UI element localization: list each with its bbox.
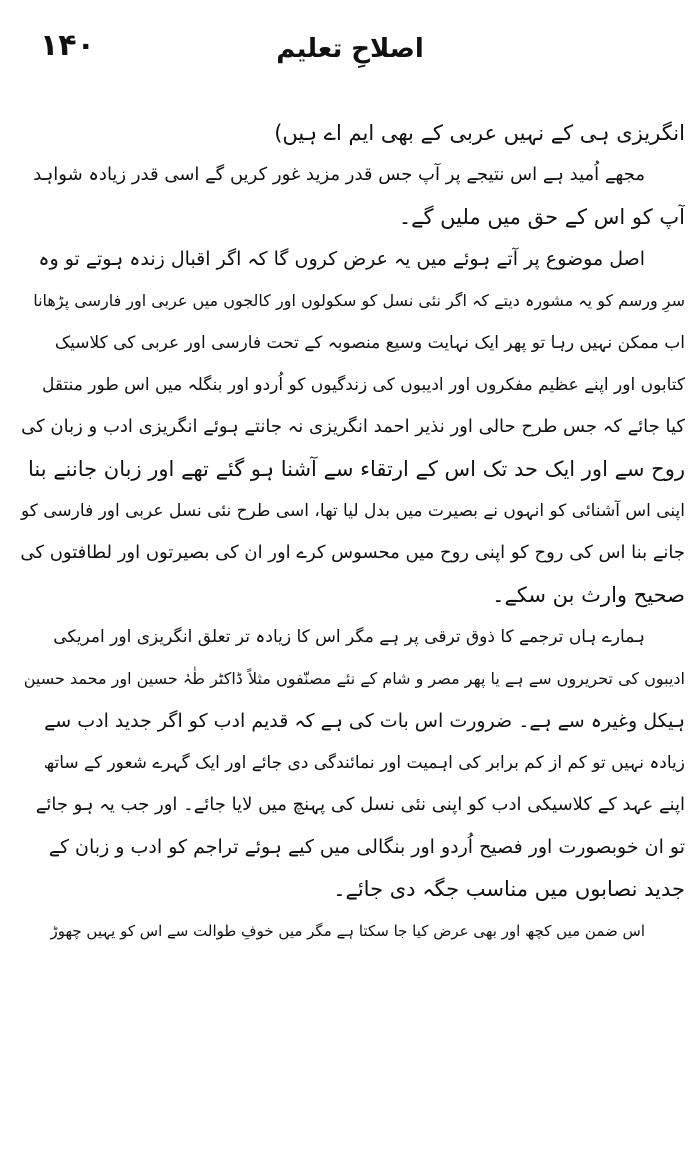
running-title: اصلاحِ تعلیم (276, 34, 424, 64)
text-line: جدید نصابوں میں مناسب جگہ دی جائے۔ (333, 877, 685, 901)
text-line: صحیح وارث بن سکے۔ (492, 583, 685, 607)
page-number: ۱۴۰ (40, 28, 95, 63)
text-line: زیادہ نہیں تو کم از کم برابر کی اہمیت اور نمائندگی دی جائے اور ایک گہرے شعور کے ساتھ (43, 753, 685, 773)
text-line: روح سے اور ایک حد تک اس کے ارتقاء سے آشنا ہو گئے تھے اور زبان جاننے بنا (28, 457, 685, 481)
text-line: اب ممکن نہیں رہا تو پھر ایک نہایت وسیع منصوبہ کے تحت فارسی اور عربی کی کلاسیک (54, 333, 685, 353)
text-line: کتابوں اور اپنے عظیم مفکروں اور ادیبوں کی زندگیوں کو اُردو اور بنگلہ میں اس طور منتقل (41, 375, 685, 395)
body-text (20, 112, 685, 952)
text-line: جانے بنا اس کی روح کو اپنی روح میں محسوس کرے اور ان کی بصیرتوں اور لطافتوں کی (20, 542, 685, 563)
text-line: ہیکل وغیرہ سے ہے۔ ضرورت اس بات کی ہے کہ قدیم ادب کو اگر جدید ادب سے (44, 710, 685, 732)
text-line: اصل موضوع پر آتے ہوئے میں یہ عرض کروں گا کہ اگر اقبال زندہ ہوتے تو وہ (38, 248, 645, 270)
text-line: تو ان خوبصورت اور فصیح اُردو اور بنگالی میں کیے ہوئے تراجم کو ادب و زبان کے (48, 836, 685, 858)
text-line: انگریزی ہی کے نہیں عربی کے بھی ایم اے ہیں) (274, 121, 685, 145)
text-line: سرِ ورسم کو یہ مشورہ دیتے کہ اگر نئی نسل کو سکولوں اور کالجوں میں عربی اور فارسی پڑھانا (33, 291, 685, 310)
text-line: کیا جائے کہ جس طرح حالی اور نذیر احمد انگریزی نہ جانتے ہوئے انگریزی ادب و زبان کی (21, 416, 685, 437)
text-line: ادیبوں کی تحریروں سے ہے یا پھر مصر و شام کے نئے مصنّفوں مثلاً ڈاکٹر طٰہٰ حسین اور محمد حسین (23, 669, 685, 688)
text-line: آپ کو اس کے حق میں ملیں گے۔ (398, 205, 685, 229)
text-line: ہمارے ہاں ترجمے کا ذوق ترقی پر ہے مگر اس کا زیادہ تر تعلق انگریزی اور امریکی (53, 627, 645, 647)
page-header (0, 14, 700, 74)
text-line: اس ضمن میں کچھ اور بھی عرض کیا جا سکتا ہے مگر میں خوفِ طوالت سے اس کو یہیں چھوڑ (50, 922, 645, 940)
text-line: مجھے اُمید ہے اس نتیجے پر آپ جس قدر مزید غور کریں گے اسی قدر زیادہ شواہد (33, 164, 645, 185)
text-line: اپنی اس آشنائی کو انہوں نے بصیرت میں بدل لیا تھا، اسی طرح نئی نسل عربی اور فارسی کو (20, 501, 685, 521)
text-line: اپنے عہد کے کلاسیکی ادب کو اپنی نئی نسل کی پہنچ میں لایا جائے۔ اور جب یہ ہو جائے (35, 794, 685, 815)
